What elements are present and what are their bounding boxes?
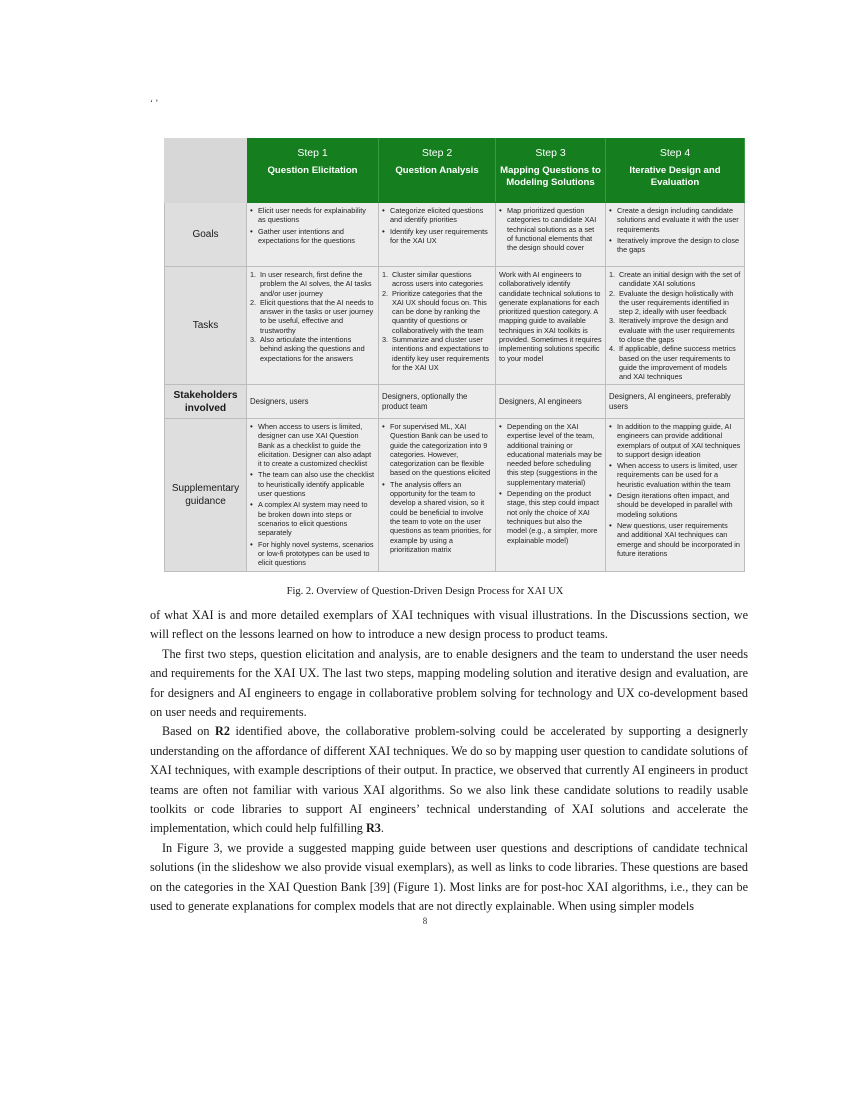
supplementary-step-4: • In addition to the mapping guide, AI engineers can provide additional exemplars of output of XAI techniques to support design ideation • When access to users is limited, user requirements can be used for a heuristic evaluation within the team • Design iterations often impact, and should be developed in parallel with modeling solutions • New questions, user requirements and additional XAI techniques can emerge and should be incorporated in future iterations <box>606 419 745 572</box>
goals-step-1: • Elicit user needs for explainability as questions • Gather user intentions and expectations for the questions <box>247 203 379 267</box>
paragraph-2: The first two steps, question elicitation and analysis, are to enable designers and the team to understand the user needs and requirements for the XAI UX. The last two steps, mapping modeling solution and iterative design and evaluation, are for designers and AI engineers to engage in collaborative problem solving for technology and UX co-development based on user needs and requirements. <box>150 646 748 720</box>
row-label-stakeholders: Stakeholders involved <box>165 385 247 419</box>
paragraph-3: Based on R2 identified above, the collaborative problem-solving could be accelerated by supporting a designerly understanding on the affordance of different XAI techniques. We do so by mapping user question to candidate solutions of XAI techniques, with example descriptions of their output. In practice, we observed that currently AI engineers in product teams are often not familiar with various XAI algorithms. So we also link these candidate solutions to readily usable toolkits or code libraries to support AI engineers’ technical understanding of XAI solutions and accelerate the implementation, which could help fulfilling R3. <box>150 724 748 836</box>
stakeholders-step-4: Designers, AI engineers, preferably users <box>606 385 745 419</box>
row-label-supplementary: Supplementary guidance <box>165 419 247 572</box>
process-table <box>164 138 745 572</box>
goals-step-4: • Create a design including candidate solutions and evaluate it with the user requirements • Iteratively improve the design to close the gaps <box>606 203 745 267</box>
step-1-header: Step 1 Question Elicitation <box>247 139 379 203</box>
row-label-goals: Goals <box>165 203 247 267</box>
ref-r3: R3 <box>365 821 381 836</box>
tasks-step-4: 1. Create an initial design with the set of candidate XAI solutions 2. Evaluate the design holistically with the user requirements identified in step 2, ideally with user feedback 3. Iteratively improve the design and evaluate with the user requirements to close the gaps 4. If applicable, define success metrics based on the user requirements to guide the improvement of models and XAI techniques <box>606 267 745 385</box>
ref-r2: R2 <box>215 724 230 739</box>
goals-step-2: • Categorize elicited questions and identify priorities • Identify key user requirements for the XAI UX <box>379 203 496 267</box>
supplementary-step-1: • When access to users is limited, designer can use XAI Question Bank as a checklist to guide the elicitation. Designer can also adapt it to create a customized checklist • The team can also use the checklist to heuristically identify applicable user questions • A complex AI system may need to be broken down into steps or scenarios to elicit questions separately • For highly novel systems, scenarios or low-fi prototypes can be used to elicit questions <box>247 419 379 572</box>
goals-step-3: • Map prioritized question categories to candidate XAI technical solutions as a set of functional elements that the design should cover <box>496 203 606 267</box>
figure-2 <box>164 138 744 572</box>
row-label-tasks: Tasks <box>165 267 247 385</box>
step-4-header: Step 4 Iterative Design and Evaluation <box>606 139 745 203</box>
table-corner <box>165 139 247 203</box>
body-text <box>150 606 748 917</box>
supplementary-step-3: • Depending on the XAI expertise level of the team, additional training or educational materials may be needed before scheduling this step (suggestions in the supplementary material) • Depending on the product stage, this step could impact not only the choice of XAI techniques but also the model (e.g., a simpler, more explainable model) <box>496 419 606 572</box>
paragraph-1: of what XAI is and more detailed exemplars of XAI techniques with visual illustrations. In the Discussions section, we will reflect on the lessons learned on how to introduce a new design process to product teams. <box>150 608 748 642</box>
step-2-header: Step 2 Question Analysis <box>379 139 496 203</box>
page-number: 8 <box>422 916 428 926</box>
tasks-step-2: 1. Cluster similar questions across users into categories 2. Prioritize categories that the XAI UX should focus on. This can be done by ranking the quantity of questions or collaboratively with the team 3. Summarize and cluster user intentions and expectations to identify key user requirements for the XAI UX <box>379 267 496 385</box>
supplementary-step-2: • For supervised ML, XAI Question Bank can be used to guide the categorization into 9 categories. However, categorization can be flexible based on the questions elicited • The analysis offers an opportunity for the team to develop a shared vision, so it could be beneficial to involve the team to vote on the user questions as team priorities, for example by using a prioritization matrix <box>379 419 496 572</box>
tasks-step-3: Work with AI engineers to collaboratively identify candidate technical solutions to generate explanations for each prioritized question category. A mapping guide to available techniques in XAI toolkits is provided. Sometimes it requires implementing solutions specific to your model <box>496 267 606 385</box>
paragraph-4: In Figure 3, we provide a suggested mapping guide between user questions and descriptions of candidate technical solutions (in the slideshow we also provide visual exemplars), as well as links to code libraries. These questions are based on the categories in the XAI Question Bank [39] (Figure 1). Most links are for post-hoc XAI algorithms, i.e., they can be used to generate explanations for complex models that are not directly explainable. When using simpler models <box>150 840 748 914</box>
figure-caption: Fig. 2. Overview of Question-Driven Design Process for XAI UX <box>286 586 564 597</box>
running-header-mark: ‘ ’ <box>150 98 159 108</box>
stakeholders-step-3: Designers, AI engineers <box>496 385 606 419</box>
stakeholders-step-1: Designers, users <box>247 385 379 419</box>
step-3-header: Step 3 Mapping Questions to Modeling Solutions <box>496 139 606 203</box>
stakeholders-step-2: Designers, optionally the product team <box>379 385 496 419</box>
tasks-step-1: 1. In user research, first define the problem the AI solves, the AI tasks and/or user journey 2. Elicit questions that the AI needs to answer in the tasks or user journey to be useful, effective and trustworthy 3. Also articulate the intentions behind asking the questions and expectations for the answers <box>247 267 379 385</box>
